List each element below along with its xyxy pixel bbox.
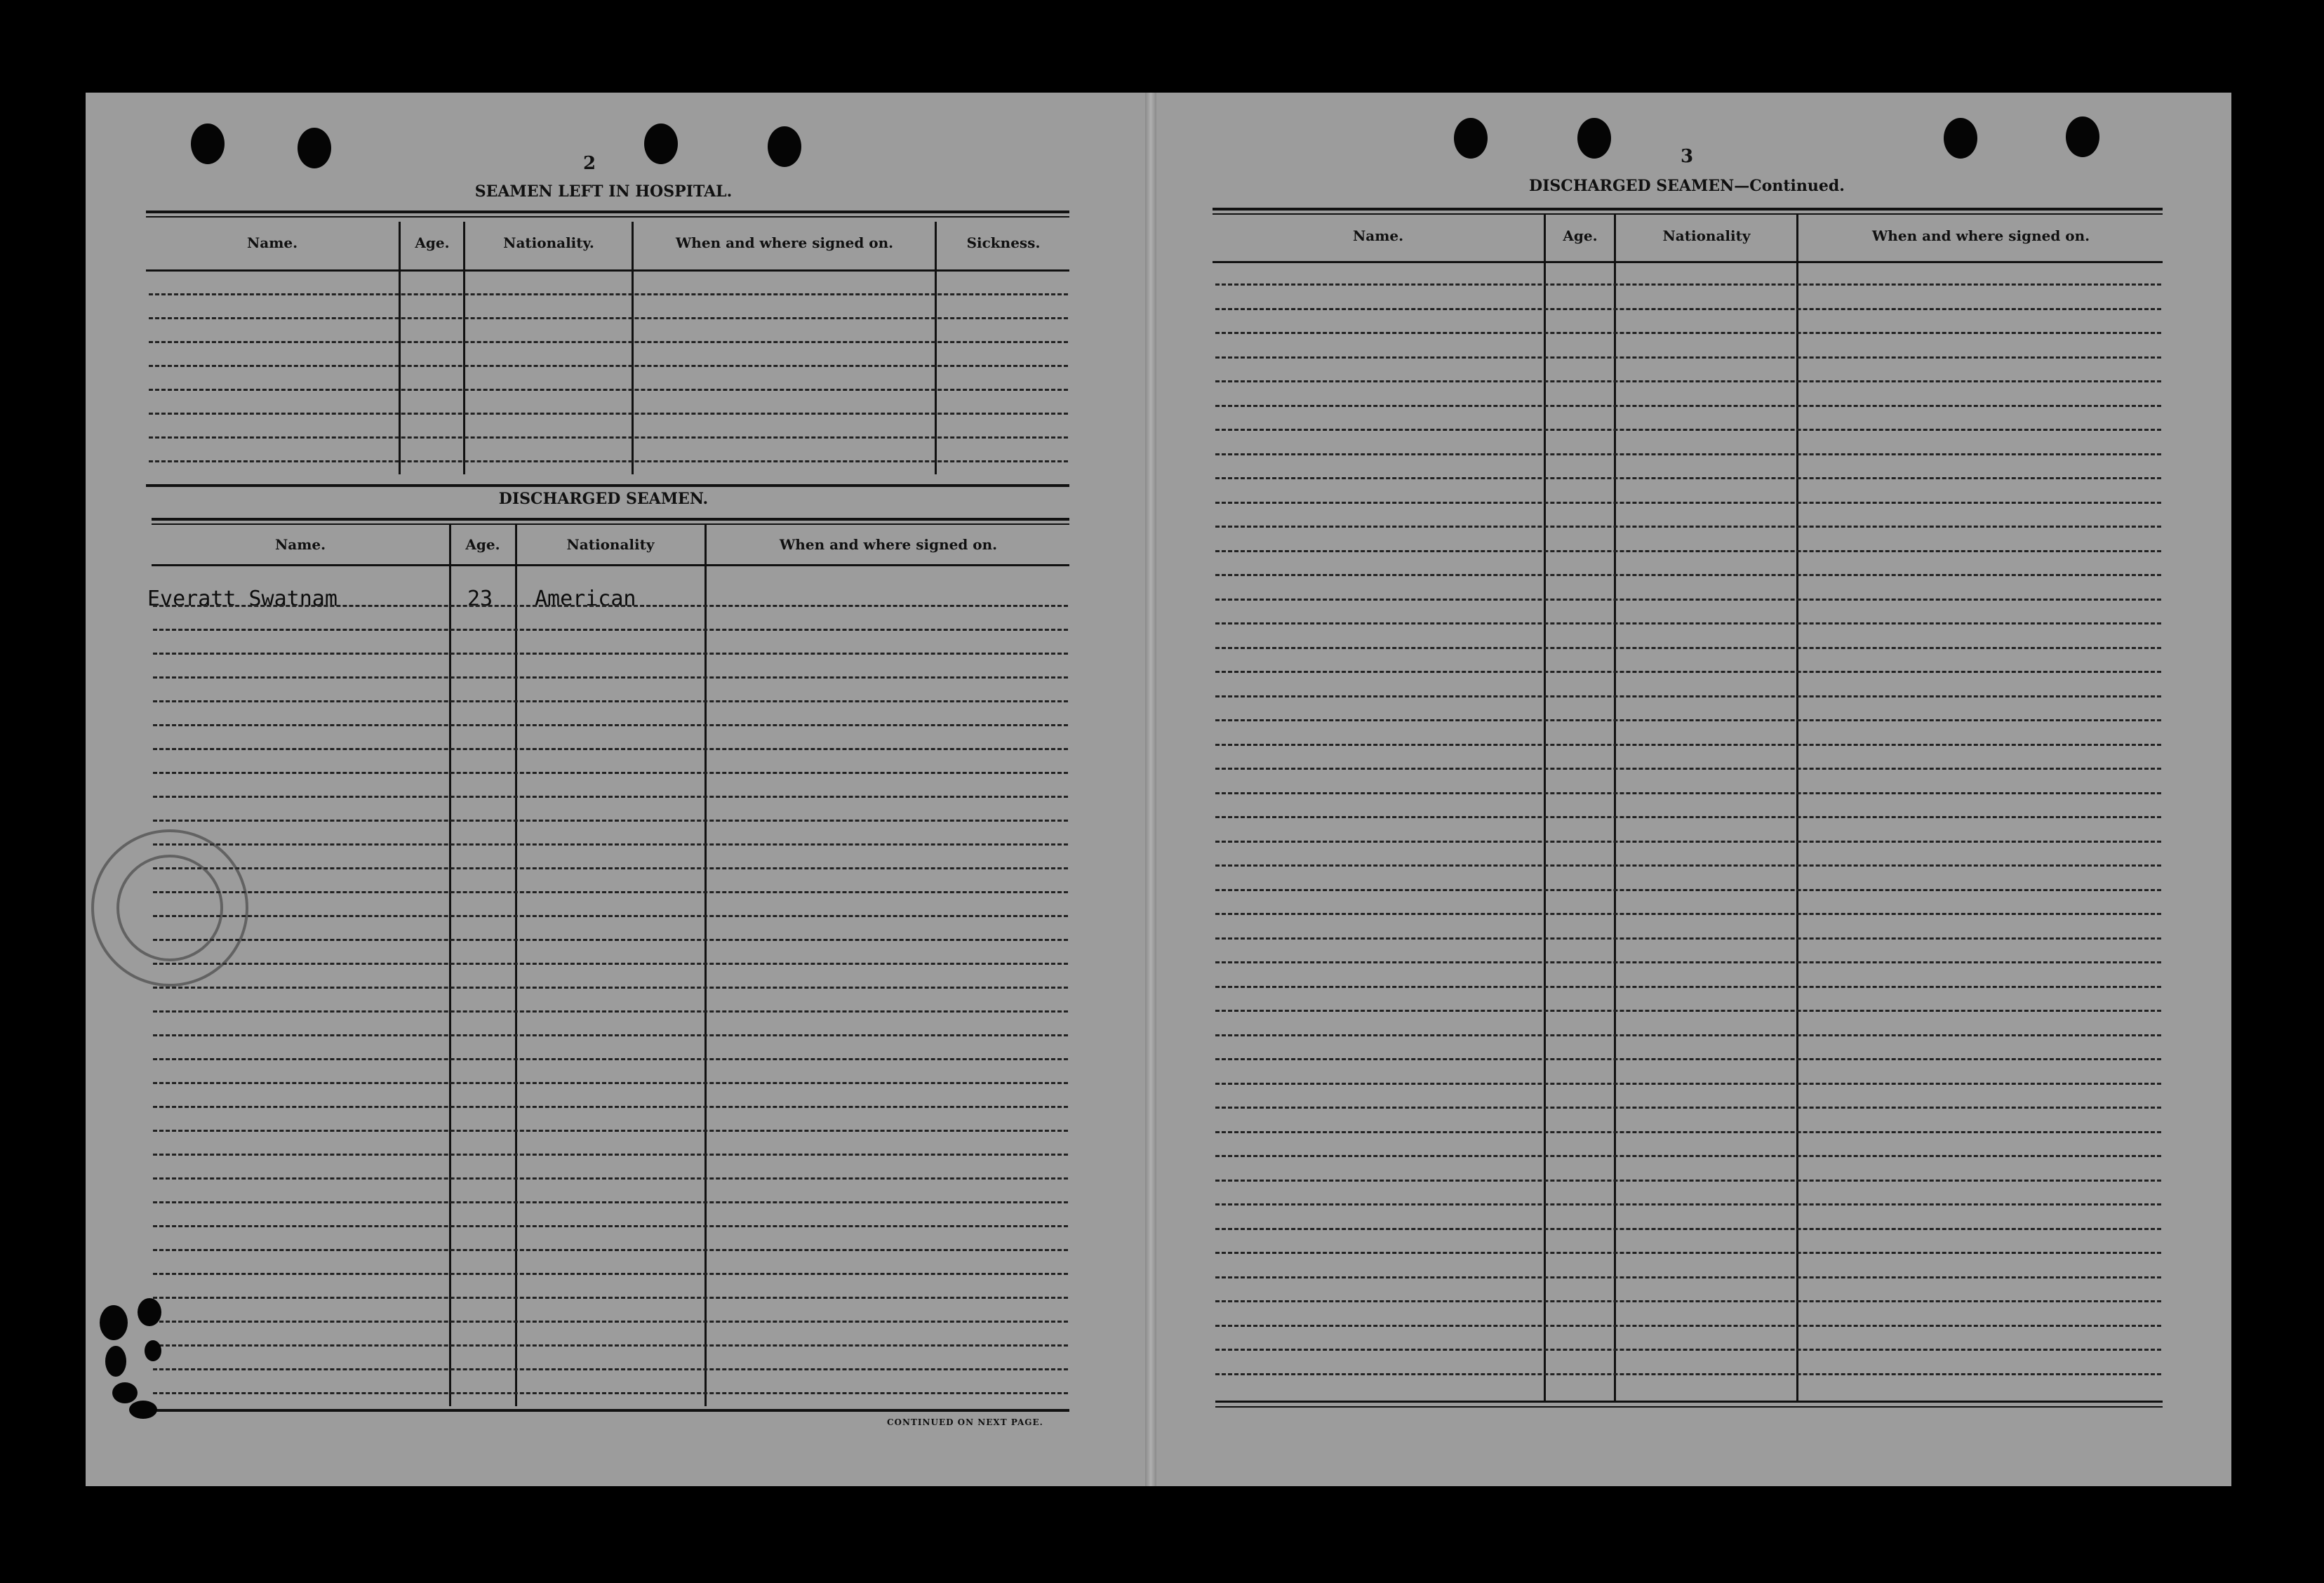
row-line <box>149 389 1068 391</box>
row-line <box>153 653 1068 655</box>
row-line <box>153 1154 1068 1156</box>
row-line <box>153 676 1068 679</box>
row-line <box>153 963 1068 965</box>
ink-blot <box>105 1346 126 1377</box>
row-line <box>153 629 1068 631</box>
discharged-col-nationality: Nationality <box>566 536 655 553</box>
row-line <box>1215 283 2161 286</box>
discharged-row-1-name: Everatt Swatnam <box>147 587 338 611</box>
ink-blot <box>145 1340 161 1361</box>
row-line <box>153 700 1068 702</box>
row-line <box>1215 744 2161 746</box>
row-line <box>1215 477 2161 479</box>
row-line <box>153 843 1068 846</box>
discharged-col-name: Name. <box>274 536 326 553</box>
row-line <box>1215 599 2161 601</box>
discharged-continued-title: DISCHARGED SEAMEN—Continued. <box>1529 177 1845 195</box>
row-line <box>1215 380 2161 382</box>
punch-hole <box>644 123 678 164</box>
row-line <box>149 436 1068 439</box>
row-line <box>1215 1180 2161 1182</box>
rule <box>146 216 1069 218</box>
row-line <box>1215 308 2161 310</box>
continued-col-age: Age. <box>1563 227 1598 244</box>
row-line <box>1215 1300 2161 1302</box>
row-line <box>1215 695 2161 697</box>
row-line <box>153 1058 1068 1060</box>
row-line <box>1215 502 2161 504</box>
row-line <box>1215 1349 2161 1351</box>
column-divider <box>1614 215 1616 1401</box>
row-line <box>1215 405 2161 407</box>
ink-blot <box>112 1382 138 1403</box>
hospital-col-signed-on: When and where signed on. <box>675 234 894 251</box>
row-line <box>1215 1373 2161 1375</box>
discharged-row-1-nationality: American <box>535 587 636 611</box>
ink-blot <box>138 1298 161 1326</box>
hospital-col-name: Name. <box>246 234 298 251</box>
row-line <box>1215 986 2161 988</box>
rule <box>1213 208 2163 211</box>
continued-col-nationality: Nationality <box>1662 227 1751 244</box>
row-line <box>153 1201 1068 1203</box>
row-line <box>1215 526 2161 528</box>
row-line <box>1215 1228 2161 1230</box>
row-line <box>153 891 1068 893</box>
row-line <box>1215 356 2161 359</box>
rule <box>1213 213 2163 215</box>
page-number-left: 2 <box>582 153 596 174</box>
row-line <box>1215 429 2161 431</box>
row-line <box>149 413 1068 415</box>
row-line <box>153 1321 1068 1323</box>
row-line <box>153 867 1068 869</box>
row-line <box>1215 937 2161 940</box>
rule <box>152 564 1069 566</box>
row-line <box>1215 961 2161 963</box>
row-line <box>153 1344 1068 1347</box>
row-line <box>153 1273 1068 1275</box>
row-line <box>153 1106 1068 1108</box>
row-line <box>1215 574 2161 576</box>
discharged-row-1-age: 23 <box>467 587 493 611</box>
hospital-col-sickness: Sickness. <box>966 234 1041 251</box>
row-line <box>153 772 1068 774</box>
punch-hole <box>191 123 225 164</box>
row-line <box>153 1297 1068 1299</box>
discharged-section-title: DISCHARGED SEAMEN. <box>498 490 709 508</box>
discharged-col-signed-on: When and where signed on. <box>779 536 998 553</box>
continued-col-signed-on: When and where signed on. <box>1871 227 2090 244</box>
row-line <box>1215 1155 2161 1157</box>
row-line <box>1215 1325 2161 1327</box>
row-line <box>153 1130 1068 1132</box>
ink-blot <box>100 1305 128 1340</box>
hospital-col-nationality: Nationality. <box>503 234 594 251</box>
rule <box>146 269 1069 272</box>
rule <box>1213 261 2163 263</box>
row-line <box>1215 1058 2161 1060</box>
rule <box>152 523 1069 525</box>
punch-hole <box>768 126 801 167</box>
rule <box>1215 1401 2163 1403</box>
discharged-col-age: Age. <box>465 536 500 553</box>
row-line <box>153 1225 1068 1227</box>
hospital-col-age: Age. <box>415 234 450 251</box>
row-line <box>153 1392 1068 1394</box>
punch-hole <box>1577 118 1611 159</box>
continued-col-name: Name. <box>1352 227 1404 244</box>
row-line <box>1215 1203 2161 1205</box>
row-line <box>149 341 1068 343</box>
row-line <box>1215 816 2161 818</box>
row-line <box>1215 550 2161 552</box>
row-line <box>1215 1034 2161 1036</box>
row-line <box>153 1082 1068 1084</box>
ink-blot <box>129 1401 157 1419</box>
row-line <box>1215 864 2161 867</box>
row-line <box>1215 792 2161 794</box>
row-line <box>153 1249 1068 1251</box>
row-line <box>149 293 1068 295</box>
rule <box>152 518 1069 521</box>
row-line <box>1215 1083 2161 1085</box>
row-line <box>153 915 1068 917</box>
rule <box>146 211 1069 213</box>
page-fold <box>1145 93 1156 1486</box>
row-line <box>149 460 1068 462</box>
circular-stamp-inner <box>116 855 223 961</box>
row-line <box>1215 671 2161 673</box>
row-line <box>153 939 1068 941</box>
row-line <box>153 748 1068 750</box>
row-line <box>153 1010 1068 1013</box>
row-line <box>1215 913 2161 915</box>
row-line <box>1215 1276 2161 1278</box>
row-line <box>153 724 1068 726</box>
row-line <box>153 1368 1068 1370</box>
row-line <box>153 820 1068 822</box>
row-line <box>1215 841 2161 843</box>
row-line <box>1215 622 2161 624</box>
row-line <box>153 605 1068 607</box>
punch-hole <box>1454 118 1488 159</box>
row-line <box>1215 889 2161 891</box>
row-line <box>1215 768 2161 770</box>
row-line <box>153 796 1068 798</box>
row-line <box>1215 453 2161 455</box>
row-line <box>1215 1010 2161 1012</box>
rule <box>1215 1406 2163 1408</box>
row-line <box>1215 1131 2161 1133</box>
row-line <box>1215 1107 2161 1109</box>
rule <box>146 484 1069 487</box>
row-line <box>153 1177 1068 1180</box>
page-number-right: 3 <box>1680 146 1694 167</box>
row-line <box>153 987 1068 989</box>
hospital-section-title: SEAMEN LEFT IN HOSPITAL. <box>474 182 733 201</box>
row-line <box>1215 647 2161 649</box>
punch-hole <box>298 128 331 168</box>
rule <box>154 1409 1069 1412</box>
punch-hole <box>2066 116 2099 157</box>
continued-footer: CONTINUED ON NEXT PAGE. <box>887 1417 1043 1427</box>
column-divider <box>1544 215 1546 1401</box>
row-line <box>149 365 1068 367</box>
row-line <box>153 1034 1068 1036</box>
row-line <box>1215 1252 2161 1254</box>
punch-hole <box>1944 118 1977 159</box>
row-line <box>1215 332 2161 334</box>
column-divider <box>1796 215 1798 1401</box>
row-line <box>149 317 1068 319</box>
row-line <box>1215 719 2161 721</box>
